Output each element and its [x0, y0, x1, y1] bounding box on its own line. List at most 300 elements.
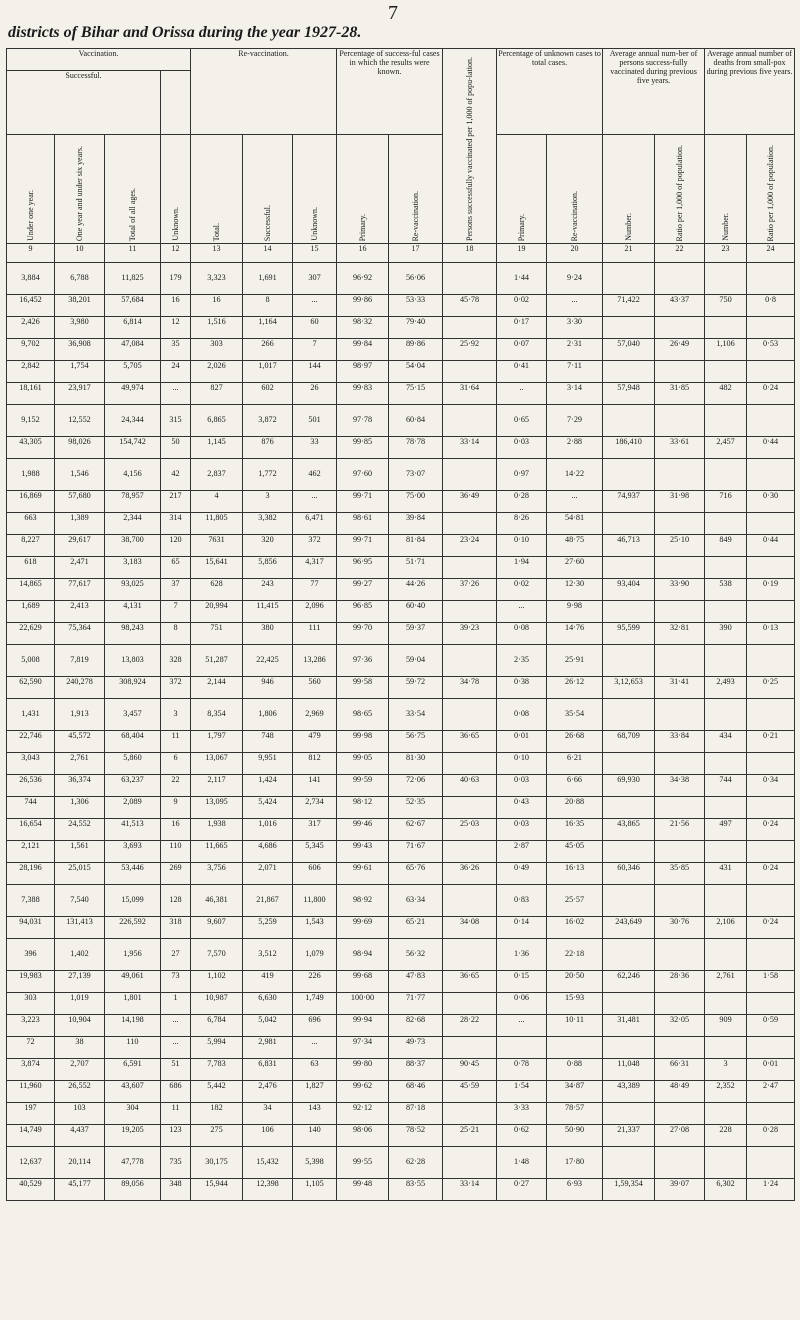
table-cell: 99·43 — [337, 841, 389, 863]
table-cell: 72·06 — [389, 775, 443, 797]
table-cell: 1,956 — [105, 939, 161, 971]
table-cell: ... — [293, 491, 337, 513]
table-cell: 0·06 — [497, 993, 547, 1015]
table-cell: 12,637 — [7, 1147, 55, 1179]
table-cell: 21,337 — [603, 1125, 655, 1147]
header-persons-per-1000: Persons successfully vaccinated per 1,000 of popu-lation. — [443, 49, 497, 244]
table-row — [7, 579, 795, 601]
table-cell — [603, 797, 655, 819]
table-cell: 78·78 — [389, 437, 443, 459]
table-cell: 43·37 — [655, 295, 705, 317]
table-cell: 5,705 — [105, 361, 161, 383]
table-cell: 99·48 — [337, 1179, 389, 1201]
table-cell: 71·67 — [389, 841, 443, 863]
table-cell: 380 — [243, 623, 293, 645]
table-cell — [603, 405, 655, 437]
table-cell: 33·61 — [655, 437, 705, 459]
table-cell: 1,306 — [55, 797, 105, 819]
header-average-vaccinated: Average annual num-ber of persons success-fully vaccinated during previous five years. — [603, 49, 705, 135]
table-cell: 36·65 — [443, 731, 497, 753]
table-cell: 10·11 — [547, 1015, 603, 1037]
table-cell — [655, 885, 705, 917]
table-cell — [747, 885, 795, 917]
table-cell: 60 — [293, 317, 337, 339]
table-cell — [603, 885, 655, 917]
table-cell: 33·90 — [655, 579, 705, 601]
table-row — [7, 699, 795, 731]
table-cell: 99·70 — [337, 623, 389, 645]
table-row — [7, 863, 795, 885]
table-cell: 47,084 — [105, 339, 161, 361]
table-cell: 9·98 — [547, 601, 603, 623]
column-number: 14 — [243, 244, 293, 263]
table-cell: 35·54 — [547, 699, 603, 731]
table-cell: 27 — [161, 939, 191, 971]
table-cell: 1,772 — [243, 459, 293, 491]
col-revacc-successful: Successful. — [243, 135, 293, 244]
table-cell: 98·32 — [337, 317, 389, 339]
table-cell — [705, 1103, 747, 1125]
table-cell: 140 — [293, 1125, 337, 1147]
column-number: 15 — [293, 244, 337, 263]
table-cell: 59·37 — [389, 623, 443, 645]
table-cell — [603, 513, 655, 535]
table-cell — [747, 361, 795, 383]
table-row — [7, 1125, 795, 1147]
table-cell: 243 — [243, 579, 293, 601]
table-cell — [443, 753, 497, 775]
table-cell: 372 — [293, 535, 337, 557]
table-cell: 62·67 — [389, 819, 443, 841]
table-cell: 1·94 — [497, 557, 547, 579]
column-number: 10 — [55, 244, 105, 263]
table-cell: 25·92 — [443, 339, 497, 361]
table-cell: 7·29 — [547, 405, 603, 437]
table-cell: 99·27 — [337, 579, 389, 601]
header-revaccination: Re-vaccination. — [191, 49, 337, 135]
table-cell — [603, 361, 655, 383]
table-row — [7, 1015, 795, 1037]
table-cell — [655, 513, 705, 535]
table-cell: 1·44 — [497, 263, 547, 295]
table-row — [7, 1059, 795, 1081]
table-cell — [747, 1147, 795, 1179]
table-cell: 1,691 — [243, 263, 293, 295]
col-pct-primary: Primary. — [337, 135, 389, 244]
table-cell: 36·65 — [443, 971, 497, 993]
table-cell: 419 — [243, 971, 293, 993]
table-cell: 93,404 — [603, 579, 655, 601]
table-cell: 5,008 — [7, 645, 55, 677]
table-cell: 27·08 — [655, 1125, 705, 1147]
table-cell: 20,994 — [191, 601, 243, 623]
table-cell: 3,043 — [7, 753, 55, 775]
table-cell: 3,512 — [243, 939, 293, 971]
table-cell: 16 — [191, 295, 243, 317]
table-cell: 1,754 — [55, 361, 105, 383]
table-cell: 0·08 — [497, 623, 547, 645]
table-cell: 7 — [161, 601, 191, 623]
table-cell: 9,702 — [7, 339, 55, 361]
table-cell: 94,031 — [7, 917, 55, 939]
table-cell: 28·36 — [655, 971, 705, 993]
table-cell: 3,223 — [7, 1015, 55, 1037]
table-cell: 26,536 — [7, 775, 55, 797]
table-cell: 48·75 — [547, 535, 603, 557]
table-cell — [655, 993, 705, 1015]
table-row — [7, 971, 795, 993]
table-cell: 0·83 — [497, 885, 547, 917]
table-cell: 8 — [243, 295, 293, 317]
table-cell: 1,827 — [293, 1081, 337, 1103]
table-cell: 26 — [293, 383, 337, 405]
table-cell: 22·18 — [547, 939, 603, 971]
table-cell: 39·23 — [443, 623, 497, 645]
table-cell: 59·04 — [389, 645, 443, 677]
table-cell: 51,287 — [191, 645, 243, 677]
table-cell: 9,152 — [7, 405, 55, 437]
table-cell — [443, 699, 497, 731]
column-number: 9 — [7, 244, 55, 263]
table-cell: 696 — [293, 1015, 337, 1037]
table-cell: 26·49 — [655, 339, 705, 361]
table-cell — [655, 841, 705, 863]
table-cell: 97·60 — [337, 459, 389, 491]
table-cell — [603, 317, 655, 339]
table-cell: 56·06 — [389, 263, 443, 295]
table-cell: 45·59 — [443, 1081, 497, 1103]
table-cell: 20·50 — [547, 971, 603, 993]
table-cell: 75,364 — [55, 623, 105, 645]
table-cell: 128 — [161, 885, 191, 917]
table-cell — [747, 601, 795, 623]
table-cell: 0·10 — [497, 535, 547, 557]
col-pct-revaccination: Re-vaccination. — [389, 135, 443, 244]
table-cell: 77,617 — [55, 579, 105, 601]
table-cell — [443, 405, 497, 437]
table-cell: 98·12 — [337, 797, 389, 819]
header-percentage-unknown: Percentage of unknown cases to total cases. — [497, 49, 603, 135]
table-cell: 16 — [161, 819, 191, 841]
table-cell: 3,12,653 — [603, 677, 655, 699]
table-cell: 63·34 — [389, 885, 443, 917]
table-cell — [443, 1103, 497, 1125]
table-cell: 34·87 — [547, 1081, 603, 1103]
table-row — [7, 1081, 795, 1103]
header-successful: Successful. — [7, 71, 161, 135]
table-cell — [705, 405, 747, 437]
table-cell: 92·12 — [337, 1103, 389, 1125]
table-cell: 12,552 — [55, 405, 105, 437]
table-cell — [747, 1037, 795, 1059]
table-cell — [443, 1147, 497, 1179]
table-cell: 0·44 — [747, 437, 795, 459]
table-cell: 4 — [191, 491, 243, 513]
table-cell: 27·60 — [547, 557, 603, 579]
table-cell: 3,980 — [55, 317, 105, 339]
table-cell: 15,944 — [191, 1179, 243, 1201]
table-cell: 11,800 — [293, 885, 337, 917]
table-cell: 6·93 — [547, 1179, 603, 1201]
table-cell — [705, 753, 747, 775]
table-cell: 23·24 — [443, 535, 497, 557]
table-cell — [443, 601, 497, 623]
table-cell: 45,572 — [55, 731, 105, 753]
table-cell — [747, 405, 795, 437]
table-cell: 38,201 — [55, 295, 105, 317]
table-cell: 78,957 — [105, 491, 161, 513]
table-cell: 38,700 — [105, 535, 161, 557]
table-cell: 99·55 — [337, 1147, 389, 1179]
table-cell: 1,938 — [191, 819, 243, 841]
table-cell: 24 — [161, 361, 191, 383]
column-number-row — [7, 244, 795, 263]
table-cell: 3,693 — [105, 841, 161, 863]
table-cell: ... — [161, 383, 191, 405]
table-cell: 0·03 — [497, 775, 547, 797]
table-cell — [705, 557, 747, 579]
table-cell: 26,552 — [55, 1081, 105, 1103]
column-number: 16 — [337, 244, 389, 263]
table-cell: 24,552 — [55, 819, 105, 841]
table-cell: 34·78 — [443, 677, 497, 699]
table-cell — [705, 699, 747, 731]
table-cell: 15,099 — [105, 885, 161, 917]
table-cell: 1,689 — [7, 601, 55, 623]
table-cell: 44·26 — [389, 579, 443, 601]
table-cell: 73·07 — [389, 459, 443, 491]
table-cell: 43,389 — [603, 1081, 655, 1103]
table-cell — [443, 513, 497, 535]
table-cell: 11 — [161, 1103, 191, 1125]
table-cell — [747, 699, 795, 731]
table-cell: 5,042 — [243, 1015, 293, 1037]
vaccination-statistics-table — [6, 48, 795, 1201]
table-cell: 154,742 — [105, 437, 161, 459]
table-cell: 479 — [293, 731, 337, 753]
table-cell: 0·78 — [497, 1059, 547, 1081]
table-cell: 25·57 — [547, 885, 603, 917]
table-cell: 7,819 — [55, 645, 105, 677]
table-cell — [705, 841, 747, 863]
table-cell: 43,607 — [105, 1081, 161, 1103]
table-cell: 99·05 — [337, 753, 389, 775]
table-cell: 2,476 — [243, 1081, 293, 1103]
table-row — [7, 295, 795, 317]
table-cell: 54·04 — [389, 361, 443, 383]
table-row — [7, 513, 795, 535]
table-cell: 33·54 — [389, 699, 443, 731]
table-cell — [655, 263, 705, 295]
table-cell: 15,432 — [243, 1147, 293, 1179]
table-cell: 2,071 — [243, 863, 293, 885]
table-cell: 34·08 — [443, 917, 497, 939]
page-number: 7 — [388, 2, 398, 24]
table-cell: 9 — [161, 797, 191, 819]
table-cell: 82·68 — [389, 1015, 443, 1037]
table-cell — [497, 1037, 547, 1059]
table-cell: 182 — [191, 1103, 243, 1125]
table-cell: 43,865 — [603, 819, 655, 841]
table-cell: 348 — [161, 1179, 191, 1201]
table-cell — [655, 939, 705, 971]
table-cell: 0·08 — [497, 699, 547, 731]
table-body — [7, 263, 795, 1201]
table-cell: 36,908 — [55, 339, 105, 361]
table-cell: 0·01 — [747, 1059, 795, 1081]
table-cell: 1 — [161, 993, 191, 1015]
table-cell: 0·30 — [747, 491, 795, 513]
table-cell: 308,924 — [105, 677, 161, 699]
table-cell: 8·26 — [497, 513, 547, 535]
table-cell — [443, 557, 497, 579]
table-cell: 111 — [293, 623, 337, 645]
table-row — [7, 1103, 795, 1125]
table-cell: 144 — [293, 361, 337, 383]
table-cell: 217 — [161, 491, 191, 513]
table-cell — [443, 361, 497, 383]
table-cell: 11,665 — [191, 841, 243, 863]
table-cell: ... — [293, 295, 337, 317]
table-cell: 5,398 — [293, 1147, 337, 1179]
table-cell: 97·78 — [337, 405, 389, 437]
table-cell: 13,067 — [191, 753, 243, 775]
table-cell: 307 — [293, 263, 337, 295]
table-cell: 98·92 — [337, 885, 389, 917]
table-cell: 75·15 — [389, 383, 443, 405]
table-cell: 45,177 — [55, 1179, 105, 1201]
table-cell: 2,426 — [7, 317, 55, 339]
table-cell: 26·12 — [547, 677, 603, 699]
table-cell: 0·24 — [747, 863, 795, 885]
table-cell: 628 — [191, 579, 243, 601]
table-cell: 16,869 — [7, 491, 55, 513]
table-cell — [443, 263, 497, 295]
table-cell: 96·92 — [337, 263, 389, 295]
table-cell: 8,354 — [191, 699, 243, 731]
table-cell: 49,061 — [105, 971, 161, 993]
table-cell: 7,570 — [191, 939, 243, 971]
table-cell — [655, 1147, 705, 1179]
table-cell: 49,974 — [105, 383, 161, 405]
table-cell: 99·69 — [337, 917, 389, 939]
table-cell: 390 — [705, 623, 747, 645]
table-cell: 97·36 — [337, 645, 389, 677]
header-percentage-success: Percentage of success-ful cases in which the results were known. — [337, 49, 443, 135]
table-cell: 14·76 — [547, 623, 603, 645]
table-cell: 99·98 — [337, 731, 389, 753]
table-cell: 0·65 — [497, 405, 547, 437]
table-cell: 0·49 — [497, 863, 547, 885]
table-cell: 16·02 — [547, 917, 603, 939]
table-row — [7, 383, 795, 405]
table-cell: 16·13 — [547, 863, 603, 885]
table-cell — [705, 1037, 747, 1059]
table-row — [7, 623, 795, 645]
table-cell: 14,198 — [105, 1015, 161, 1037]
table-row — [7, 557, 795, 579]
table-cell: 2,761 — [705, 971, 747, 993]
table-cell: 22,746 — [7, 731, 55, 753]
table-cell: 2,969 — [293, 699, 337, 731]
table-cell: 0·62 — [497, 1125, 547, 1147]
table-cell: 6,865 — [191, 405, 243, 437]
table-cell: 0·24 — [747, 917, 795, 939]
table-cell: 0·14 — [497, 917, 547, 939]
table-cell: 812 — [293, 753, 337, 775]
table-cell — [655, 601, 705, 623]
table-cell: 71,422 — [603, 295, 655, 317]
table-cell: 57,684 — [105, 295, 161, 317]
table-row — [7, 361, 795, 383]
table-cell: 36·49 — [443, 491, 497, 513]
table-cell: 538 — [705, 579, 747, 601]
table-cell: 7·11 — [547, 361, 603, 383]
table-cell: 1,801 — [105, 993, 161, 1015]
table-cell: 3 — [705, 1059, 747, 1081]
table-cell: 5,442 — [191, 1081, 243, 1103]
table-cell: 1,988 — [7, 459, 55, 491]
table-cell: 98·65 — [337, 699, 389, 731]
table-cell: 3,457 — [105, 699, 161, 731]
table-cell: 28,196 — [7, 863, 55, 885]
table-cell: 15·93 — [547, 993, 603, 1015]
table-cell: 2,096 — [293, 601, 337, 623]
table-cell: 20·88 — [547, 797, 603, 819]
table-cell: 2,471 — [55, 557, 105, 579]
table-cell — [443, 939, 497, 971]
table-cell: 269 — [161, 863, 191, 885]
table-cell: 3,323 — [191, 263, 243, 295]
table-cell: 14,865 — [7, 579, 55, 601]
table-cell: 1,424 — [243, 775, 293, 797]
table-cell — [747, 939, 795, 971]
table-cell: 1,145 — [191, 437, 243, 459]
table-cell: 65·76 — [389, 863, 443, 885]
table-cell: 606 — [293, 863, 337, 885]
table-cell: 98·94 — [337, 939, 389, 971]
table-cell: 68,709 — [603, 731, 655, 753]
table-cell: 0·03 — [497, 819, 547, 841]
table-cell: 33·14 — [443, 1179, 497, 1201]
table-cell: 22,629 — [7, 623, 55, 645]
table-cell: 123 — [161, 1125, 191, 1147]
table-cell: 3,884 — [7, 263, 55, 295]
table-cell: 51 — [161, 1059, 191, 1081]
table-cell: 0·59 — [747, 1015, 795, 1037]
table-cell: 240,278 — [55, 677, 105, 699]
table-cell: 315 — [161, 405, 191, 437]
table-cell: ... — [547, 491, 603, 513]
table-cell: 1,913 — [55, 699, 105, 731]
table-cell — [747, 513, 795, 535]
table-cell: 0·25 — [747, 677, 795, 699]
col-under-one-year: Under one year. — [7, 135, 55, 244]
table-cell: 2,837 — [191, 459, 243, 491]
table-cell: 1,797 — [191, 731, 243, 753]
table-cell — [655, 753, 705, 775]
table-cell: 37 — [161, 579, 191, 601]
table-cell: 26·68 — [547, 731, 603, 753]
table-row — [7, 437, 795, 459]
table-cell: 38 — [55, 1037, 105, 1059]
table-cell — [655, 1103, 705, 1125]
table-cell — [603, 753, 655, 775]
table-cell: 2,707 — [55, 1059, 105, 1081]
table-cell: 5,994 — [191, 1037, 243, 1059]
table-cell: 663 — [7, 513, 55, 535]
table-cell: 42 — [161, 459, 191, 491]
